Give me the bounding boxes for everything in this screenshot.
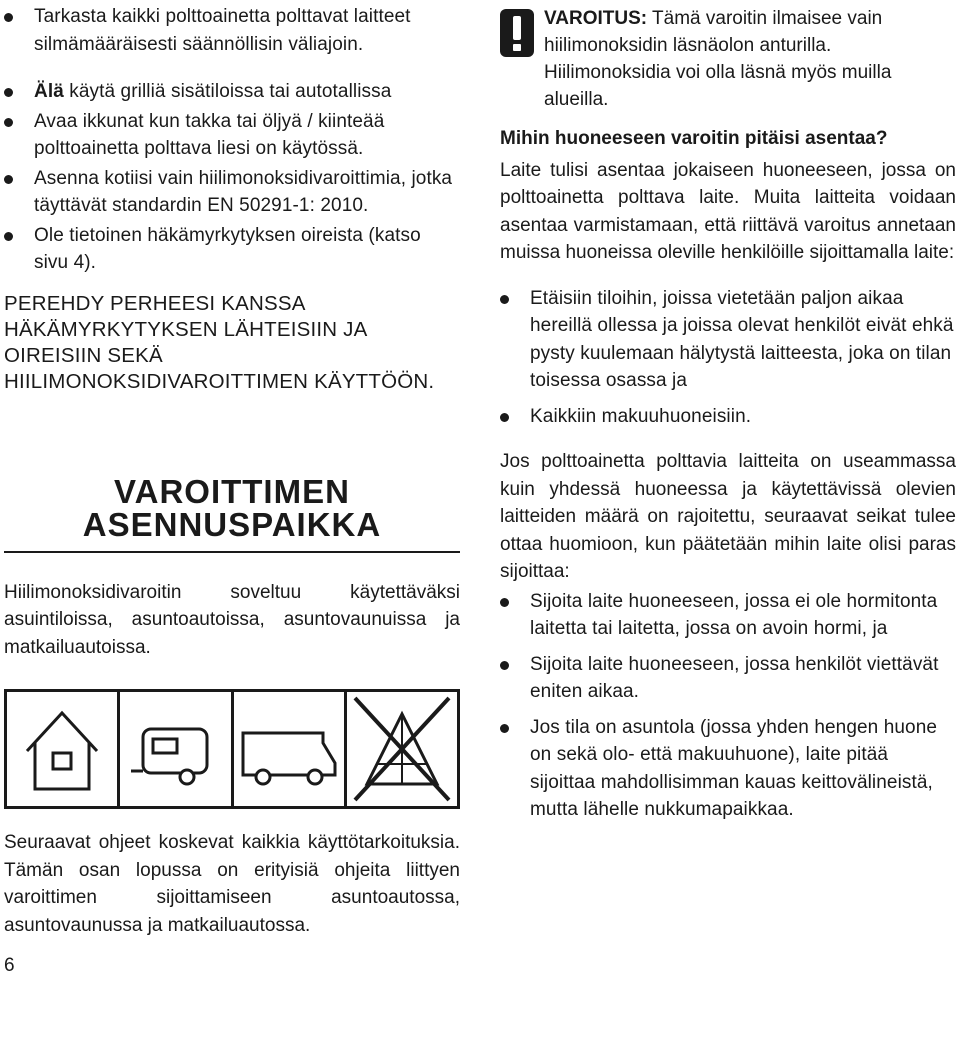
tent-crossed-icon [347, 692, 457, 806]
list-item: Jos tila on asuntola (jossa yhden hengen huone on sekä olo- että makuuhuone), laite pitää sijoittaa mahdollisimman kauas keittovälineistä, mutta lähelle nukkumapaikkaa. [500, 714, 956, 824]
bullet-icon [500, 661, 509, 670]
bullet-icon [500, 413, 509, 422]
caps-paragraph: PEREHDY PERHEESI KANSSA HÄKÄMYRKYTYKSEN LÄHTEISIIN JA OIREISIIN SEKÄ HIILIMONOKSIDIVAROITTIMEN KÄYTTÖÖN. [4, 291, 435, 393]
caravan-icon [125, 699, 225, 799]
intro-paragraph: Hiilimonoksidivaroitin soveltuu käytettäväksi asuintiloissa, asuntoautoissa, asuntovaunuissa ja matkailuautoissa. [4, 581, 460, 658]
subheading: Mihin huoneeseen varoitin pitäisi asentaa? [500, 128, 888, 149]
title-divider [4, 551, 460, 553]
list-item: Ole tietoinen häkämyrkytyksen oireista (katso sivu 4). [4, 222, 460, 277]
warning-text: Tämä varoitin ilmaisee vain hiilimonoksidin läsnäolon anturilla. Hiilimonoksidia voi olla läsnä myös muilla alueilla. [544, 8, 892, 110]
safety-bullet-list-a [4, 3, 460, 58]
house-icon-box [4, 689, 117, 809]
bullet-icon [4, 232, 13, 241]
placement-bullet-list-b [500, 588, 956, 824]
list-item: Sijoita laite huoneeseen, jossa henkilöt viettävät eniten aikaa. [500, 651, 956, 706]
list-item: Älä käytä grilliä sisätiloissa tai autotallissa [4, 78, 460, 106]
bullet-icon [500, 295, 509, 304]
bullet-icon [4, 118, 13, 127]
bullet-icon [4, 13, 13, 22]
paragraph-2: Jos polttoainetta polttavia laitteita on useammassa kuin yhdessä huoneessa ja käytettävissä olevien laitteiden määrä on rajoitettu, seuraavat seikat tulee ottaa huomioon, kun päätetään mihin laite olisi paras sijoittaa: [500, 451, 956, 582]
tent-crossed-icon-box [344, 689, 460, 809]
list-item: Kaikkiin makuuhuoneisiin. [500, 403, 956, 431]
section-title: VAROITTIMEN ASENNUSPAIKKA [82, 472, 382, 543]
placement-bullet-list-a [500, 285, 956, 431]
list-item: Tarkasta kaikki polttoainetta polttavat laitteet silmämääräisesti säännöllisin väliajoin. [4, 3, 460, 58]
list-item: Asenna kotiisi vain hiilimonoksidivaroittimia, jotka täyttävät standardin EN 50291-1: 2010. [4, 165, 460, 220]
page-number: 6 [4, 955, 15, 976]
exclamation-warning-icon [500, 9, 534, 57]
right-column [500, 0, 956, 832]
motorhome-icon-box [231, 689, 344, 809]
warning-block [500, 5, 956, 113]
warning-label: VAROITUS: [544, 8, 648, 29]
bullet-icon [500, 598, 509, 607]
bold-word: Älä [34, 81, 64, 102]
left-column [4, 0, 460, 978]
safety-bullet-list-b [4, 78, 460, 277]
note-paragraph: Seuraavat ohjeet koskevat kaikkia käyttötarkoituksia. Tämän osan lopussa on erityisiä ohjeita liittyen varoittimen sijoittamiseen asuntoautossa, asuntovaunussa ja matkailuautossa. [4, 832, 460, 936]
bullet-icon [4, 175, 13, 184]
usage-icons-row [4, 689, 460, 809]
house-icon [17, 699, 107, 799]
list-item: Etäisiin tiloihin, joissa vietetään paljon aikaa hereillä ollessa ja joissa olevat henkilöt eivät ehkä pysty kuulemaan hälytystä laitteesta, joka on tilan toisessa osassa ja [500, 285, 956, 395]
bullet-icon [500, 724, 509, 733]
bullet-icon [4, 88, 13, 97]
list-item: Sijoita laite huoneeseen, jossa ei ole hormitonta laitetta tai laitetta, jossa on avoin hormi, ja [500, 588, 956, 643]
caravan-icon-box [117, 689, 230, 809]
motorhome-icon [237, 699, 341, 799]
paragraph-1: Laite tulisi asentaa jokaiseen huoneeseen, jossa on polttoainetta polttava laite. Muita laitteita voidaan asentaa varmistamaan, että riittävä varoitus annetaan muissa huoneissa oleville henkilöille sijoittamalla laite: [500, 159, 956, 263]
list-item: Avaa ikkunat kun takka tai öljyä / kiinteää polttoainetta polttava liesi on käytössä. [4, 108, 460, 163]
